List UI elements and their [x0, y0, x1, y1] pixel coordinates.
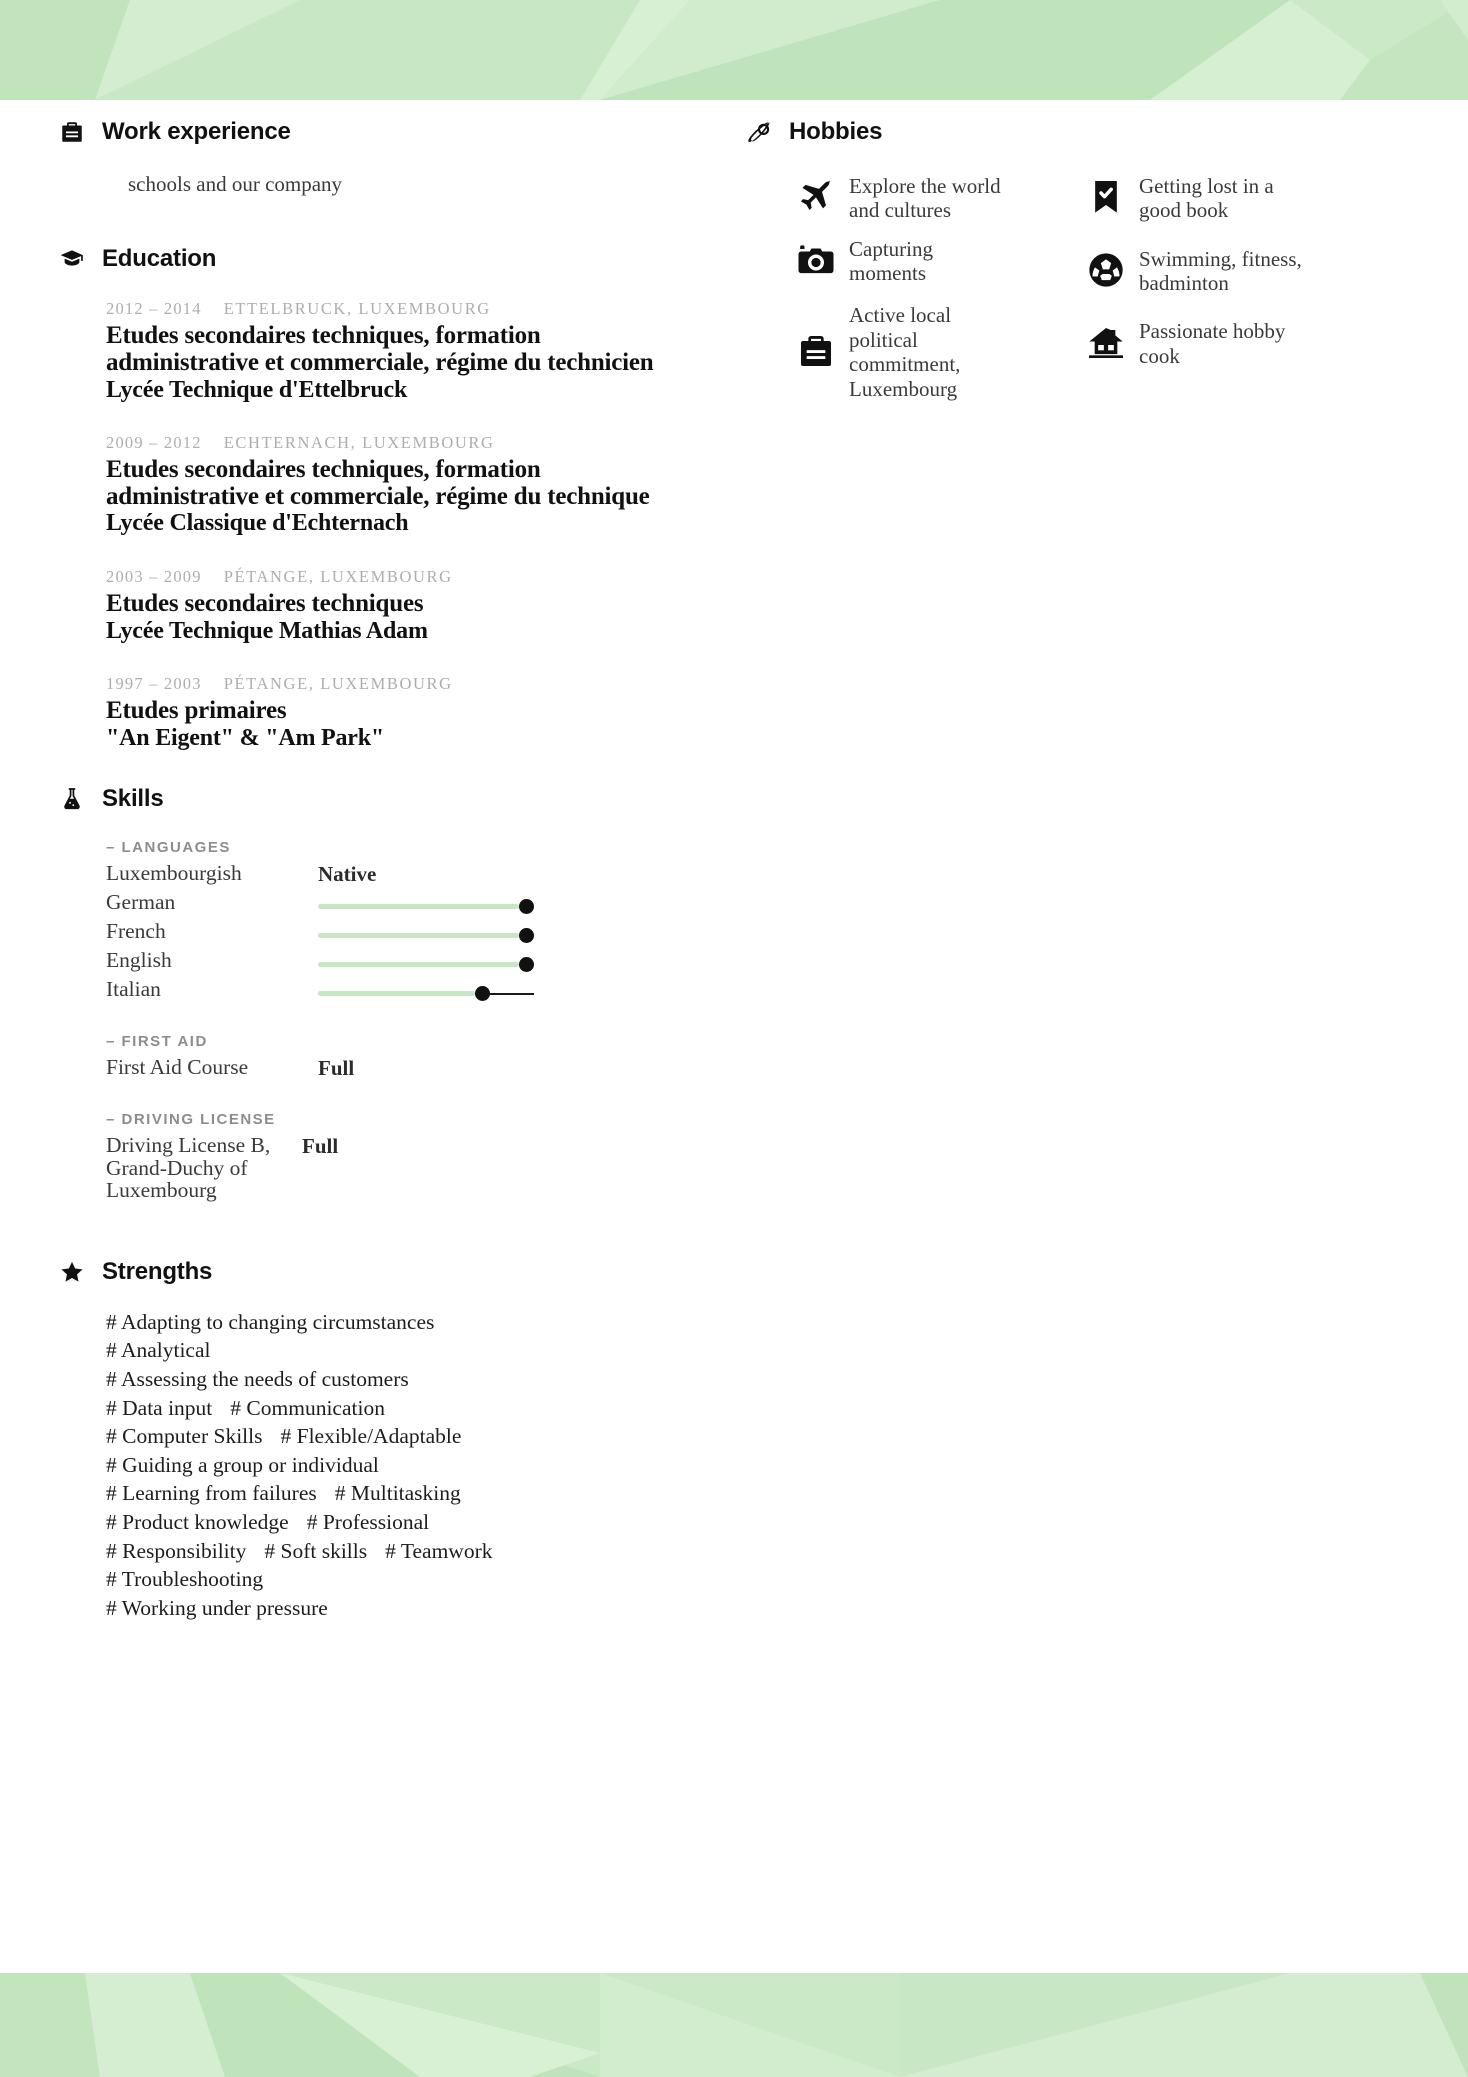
skill-group-label: – DRIVING LICENSE [106, 1111, 276, 1129]
strength-tag: # Learning from failures [106, 1481, 317, 1506]
education-years: 1997 – 2003 [106, 673, 202, 693]
section-title: Hobbies [789, 118, 883, 145]
hobbies-grid [745, 172, 1405, 415]
hobby-label: Explore the world and cultures [849, 174, 1001, 223]
education-years: 2003 – 2009 [106, 566, 202, 586]
hobby-item [1083, 172, 1303, 223]
skill-level-slider[interactable] [318, 920, 534, 949]
strength-tag: # Communication [230, 1395, 385, 1420]
education-location: PÉTANGE, LUXEMBOURG [223, 673, 453, 693]
skill-level-slider[interactable] [318, 891, 534, 920]
hobbies-header [745, 118, 1405, 146]
skill-level-slider[interactable] [318, 949, 534, 978]
strength-tag: # Flexible/Adaptable [280, 1424, 462, 1449]
education-title: Etudes secondaires techniques, formation administrative et commerciale, régime du technicien [106, 322, 654, 376]
strength-line [106, 1451, 698, 1480]
education-entry [106, 299, 698, 403]
education-title: Etudes secondaires techniques [106, 589, 424, 617]
bookmark-check-icon [1083, 177, 1129, 217]
slider-handle[interactable] [519, 899, 534, 914]
section-title: Strengths [102, 1257, 213, 1285]
work-experience-body [58, 172, 698, 197]
hobbies-column-one [793, 172, 1013, 415]
hobby-item [793, 235, 1013, 286]
skill-group-label: – FIRST AID [106, 1033, 208, 1051]
strength-tag: # Responsibility [106, 1538, 247, 1563]
strength-line [106, 1508, 698, 1537]
skills-header [58, 785, 698, 813]
strength-tag: # Computer Skills [106, 1424, 263, 1449]
skill-row [106, 920, 698, 949]
education-header [58, 245, 698, 273]
slider-handle[interactable] [519, 928, 534, 943]
strength-line [106, 1537, 698, 1566]
skill-group-driving-license [106, 1111, 698, 1202]
section-title: Work experience [102, 118, 291, 145]
skill-name: French [106, 919, 166, 944]
top-decorative-banner [0, 0, 1468, 100]
skills-body [58, 839, 698, 1202]
briefcase-icon [793, 331, 839, 371]
strength-line [106, 1594, 698, 1623]
slider-track-filled [318, 904, 519, 909]
polygon-pattern-bottom [0, 1973, 1468, 2077]
right-column [745, 118, 1405, 415]
strength-tag: # Assessing the needs of customers [106, 1366, 409, 1391]
section-hobbies [745, 118, 1405, 415]
skill-name: Luxembourgish [106, 861, 242, 886]
hobby-label: Getting lost in a good book [1139, 174, 1274, 223]
strength-tag: # Adapting to changing circumstances [106, 1309, 435, 1334]
star-icon [58, 1258, 86, 1286]
skill-row [106, 978, 698, 1007]
hobby-item [1083, 245, 1303, 296]
education-title: Etudes secondaires techniques, formation administrative et commerciale, régime du technique [106, 455, 650, 510]
skill-level-slider[interactable] [318, 978, 534, 1007]
section-title: Skills [102, 785, 164, 813]
slider-handle[interactable] [519, 957, 534, 972]
section-skills [58, 785, 698, 1202]
hobby-item [793, 172, 1013, 223]
skill-value: Native [318, 862, 377, 887]
education-years: 2009 – 2012 [106, 432, 202, 452]
hobby-item [1083, 317, 1303, 368]
education-meta [106, 433, 698, 453]
strength-tag: # Professional [306, 1509, 430, 1534]
strength-tag: # Working under pressure [106, 1595, 328, 1620]
education-school: Lycée Technique d'Ettelbruck [106, 376, 408, 403]
strength-tag: # Multitasking [334, 1481, 461, 1506]
section-work-experience [58, 118, 698, 197]
hobbies-column-two [1083, 172, 1303, 415]
slider-track-filled [318, 991, 475, 996]
work-experience-header [58, 118, 698, 146]
bottom-decorative-banner [0, 1973, 1468, 2077]
section-title: Education [102, 245, 217, 272]
hobby-label: Passionate hobby cook [1139, 319, 1286, 368]
education-location: ECHTERNACH, LUXEMBOURG [223, 432, 495, 452]
house-icon [1083, 323, 1129, 363]
left-column [58, 118, 698, 1622]
strength-line [106, 1336, 698, 1365]
strength-line [106, 1308, 698, 1337]
hobby-label: Swimming, fitness, badminton [1139, 246, 1302, 296]
education-meta [106, 567, 698, 587]
skill-group-label: – LANGUAGES [106, 839, 231, 857]
skill-group-languages [106, 839, 698, 1007]
education-school: "An Eigent" & "Am Park" [106, 724, 385, 751]
education-meta [106, 674, 698, 694]
strength-tag: # Analytical [106, 1338, 211, 1363]
skill-row [106, 1056, 698, 1085]
slider-track-filled [318, 962, 519, 967]
strengths-header [58, 1258, 698, 1286]
airplane-icon [793, 177, 839, 217]
soccer-ball-icon [1083, 250, 1129, 290]
strength-tag: # Teamwork [385, 1538, 493, 1563]
education-entry [106, 433, 698, 537]
briefcase-icon [58, 118, 86, 146]
education-body [58, 299, 698, 751]
flask-icon [58, 785, 86, 813]
education-location: PÉTANGE, LUXEMBOURG [223, 566, 453, 586]
skill-row [106, 949, 698, 978]
strength-line [106, 1479, 698, 1508]
strength-tag: # Troubleshooting [106, 1567, 264, 1592]
skill-name: First Aid Course [106, 1055, 249, 1080]
planet-icon [745, 118, 773, 146]
skill-name: German [106, 890, 176, 915]
strengths-body [58, 1308, 698, 1623]
hobby-label: Capturing moments [849, 236, 933, 286]
section-strengths [58, 1258, 698, 1623]
strength-line [106, 1565, 698, 1594]
skill-row [106, 862, 698, 891]
education-school: Lycée Technique Mathias Adam [106, 617, 428, 644]
skill-row [106, 891, 698, 920]
slider-track-filled [318, 933, 519, 938]
polygon-pattern-top [0, 0, 1468, 100]
work-experience-line: schools and our company [128, 172, 343, 196]
education-meta [106, 299, 698, 319]
education-school: Lycée Classique d'Echternach [106, 510, 409, 537]
education-title: Etudes primaires [106, 696, 287, 724]
education-entry [106, 567, 698, 644]
skill-row [106, 1134, 698, 1202]
hobby-item [793, 301, 1013, 400]
strength-line [106, 1422, 698, 1451]
strength-tag: # Data input [106, 1395, 213, 1420]
education-entry [106, 674, 698, 751]
strength-tag: # Product knowledge [106, 1509, 289, 1534]
strength-line [106, 1365, 698, 1394]
education-location: ETTELBRUCK, LUXEMBOURG [223, 299, 491, 318]
skill-group-first-aid [106, 1033, 698, 1085]
strength-tag: # Guiding a group or individual [106, 1452, 379, 1477]
strength-tag: # Soft skills [264, 1538, 368, 1563]
section-education [58, 245, 698, 751]
skill-name: English [106, 948, 172, 973]
camera-icon [793, 240, 839, 280]
strength-line [106, 1394, 698, 1423]
skill-value: Full [302, 1134, 339, 1159]
graduation-cap-icon [58, 245, 86, 273]
hobby-label: Active local political commitment, Luxembourg [849, 303, 961, 401]
slider-handle[interactable] [475, 986, 490, 1001]
skill-value: Full [318, 1056, 355, 1081]
skill-name: Italian [106, 977, 161, 1002]
education-years: 2012 – 2014 [106, 299, 202, 318]
skill-name: Driving License B, Grand-Duchy of Luxembourg [106, 1133, 271, 1203]
